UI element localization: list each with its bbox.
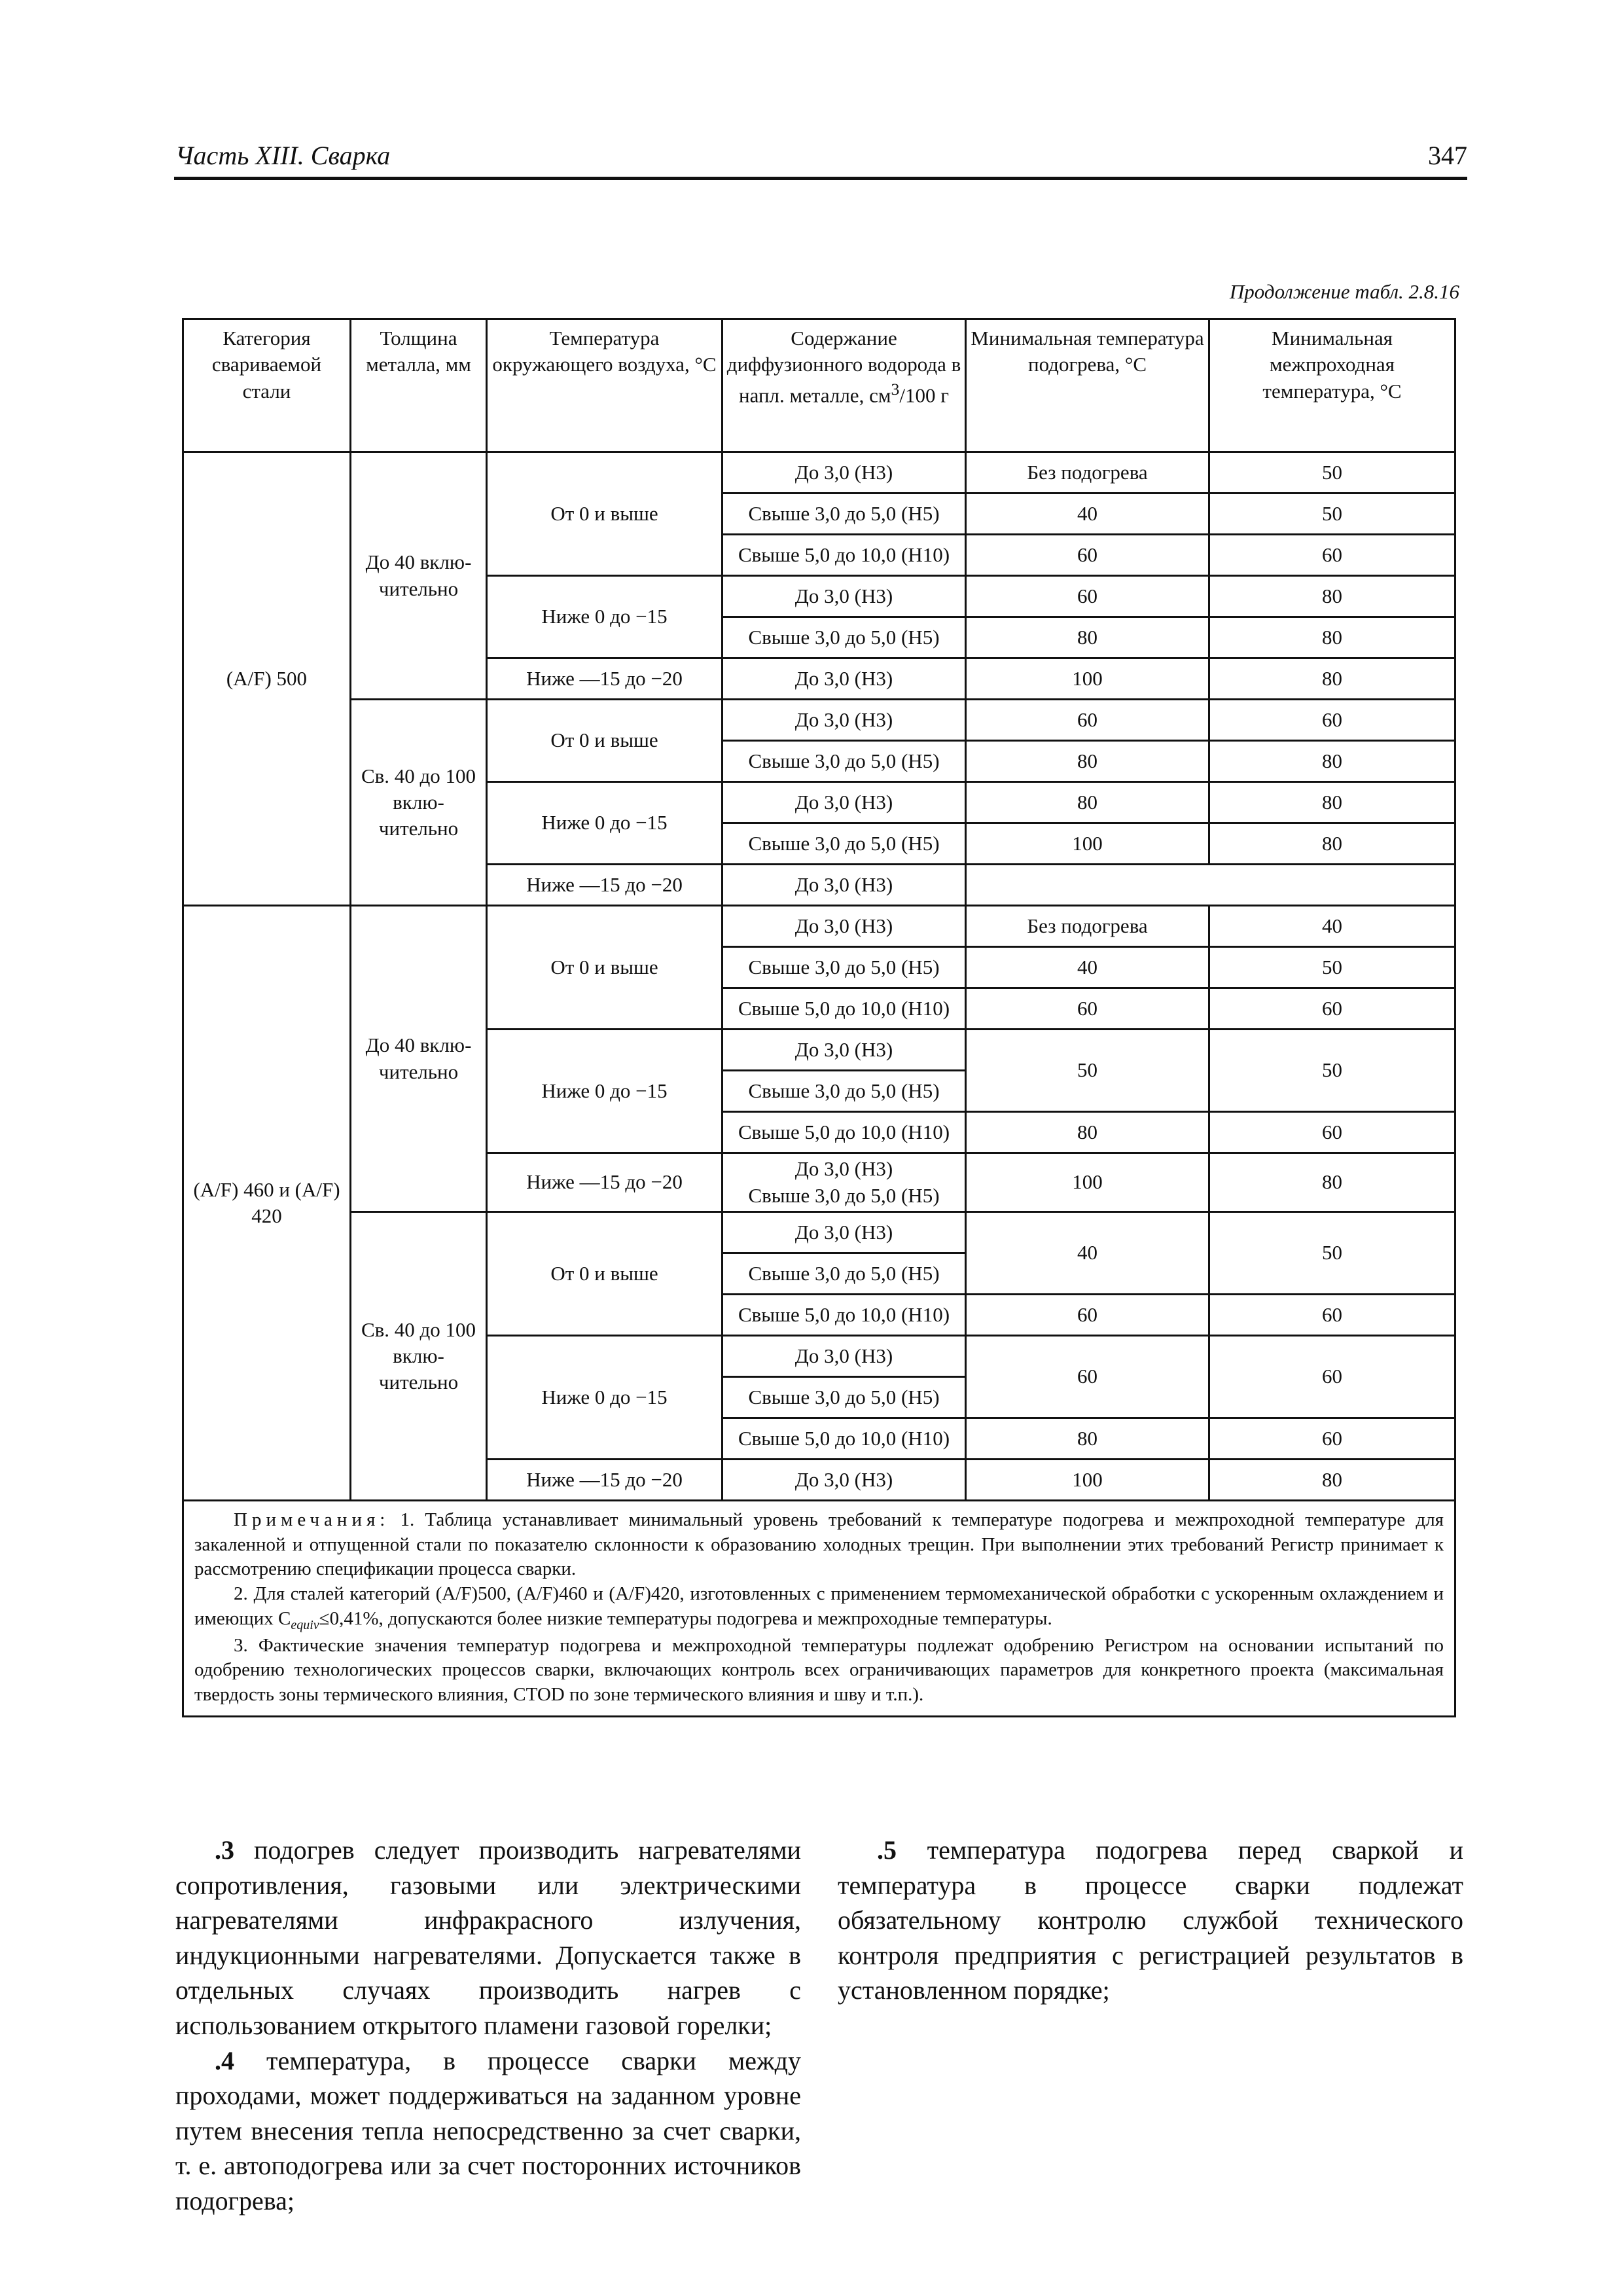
body-column-left [175, 1833, 801, 2219]
hydrogen-line: До 3,0 (Н3) [794, 1157, 893, 1181]
interpass-cell: 80 [1209, 576, 1455, 617]
note-2-text-end: ≤0,41%, допускаются более низкие температуры подогрева и межпроходные температуры. [319, 1607, 1052, 1629]
col-header-min-interpass: Минимальная межпроходная температура, °С [1209, 319, 1455, 452]
ambient-temp-cell: От 0 и выше [487, 452, 722, 576]
preheat-cell: 60 [966, 576, 1209, 617]
hydrogen-cell: До 3,0 (Н3) [722, 782, 966, 823]
empty-cell [966, 865, 1455, 906]
interpass-cell: 50 [1209, 1212, 1455, 1295]
thickness-cell: До 40 вклю-чительно [351, 906, 487, 1212]
paragraph-3 [175, 1833, 801, 2043]
interpass-cell: 80 [1209, 617, 1455, 658]
preheat-cell: 60 [966, 988, 1209, 1030]
hydrogen-cell: До 3,0 (Н3) [722, 700, 966, 741]
header-rule [174, 177, 1467, 180]
note-2 [194, 1582, 1444, 1633]
ambient-temp-cell: Ниже 0 до −15 [487, 576, 722, 658]
preheat-cell: 60 [966, 1336, 1209, 1418]
interpass-cell: 80 [1209, 741, 1455, 782]
ambient-temp-cell: Ниже —15 до −20 [487, 658, 722, 700]
hydrogen-line: Свыше 3,0 до 5,0 (Н5) [748, 1183, 940, 1207]
ambient-temp-cell: Ниже —15 до −20 [487, 1153, 722, 1212]
table-notes [183, 1501, 1455, 1717]
hydrogen-cell: До 3,0 (Н3) [722, 1030, 966, 1071]
thickness-cell: Св. 40 до 100 вклю-чительно [351, 1212, 487, 1501]
page-number: 347 [1428, 141, 1467, 170]
paragraph-4 [175, 2043, 801, 2219]
preheat-cell: 40 [966, 947, 1209, 988]
preheat-cell: 80 [966, 782, 1209, 823]
interpass-cell: 60 [1209, 1295, 1455, 1336]
col-header-hydrogen-text: Содержание диффузионного водорода в напл. металле, см [726, 327, 961, 406]
note-3: 3. Фактические значения температур подогрева и межпроходной температуры подлежат одобрению Регистром на основании испытаний по одобрению технологических процессов сварки, включающих контроль всех ограничивающих параметров для конкретного проекта (максимальная твердость зоны термического влияния, CTOD по зоне термического влияния и шву и т.п.). [194, 1634, 1444, 1705]
paragraph-text: температура подогрева перед сваркой и температура в процессе сварки подлежат обязательному контролю службой технического контроля предприятия с регистрацией результатов в установленном порядке; [838, 1835, 1463, 2005]
interpass-cell: 80 [1209, 1460, 1455, 1501]
interpass-cell: 80 [1209, 658, 1455, 700]
preheat-cell: 100 [966, 1460, 1209, 1501]
hydrogen-cell: До 3,0 (Н3) [722, 1212, 966, 1253]
preheat-cell: 60 [966, 700, 1209, 741]
hydrogen-cell: До 3,0 (Н3) [722, 1460, 966, 1501]
ambient-temp-cell: Ниже 0 до −15 [487, 782, 722, 865]
interpass-cell: 60 [1209, 1336, 1455, 1418]
hydrogen-cell: Свыше 3,0 до 5,0 (Н5) [722, 741, 966, 782]
preheat-cell: Без подогрева [966, 906, 1209, 947]
ambient-temp-cell: Ниже —15 до −20 [487, 865, 722, 906]
preheat-cell: 60 [966, 535, 1209, 576]
preheat-cell: 80 [966, 741, 1209, 782]
hydrogen-cell: До 3,0 (Н3) [722, 1336, 966, 1377]
thickness-cell: До 40 вклю-чительно [351, 452, 487, 700]
hydrogen-cell: Свыше 3,0 до 5,0 (Н5) [722, 1377, 966, 1418]
hydrogen-cell: Свыше 3,0 до 5,0 (Н5) [722, 1253, 966, 1295]
hydrogen-cell: До 3,0 (Н3) [722, 865, 966, 906]
hydrogen-cell: Свыше 5,0 до 10,0 (Н10) [722, 1295, 966, 1336]
hydrogen-cell: Свыше 3,0 до 5,0 (Н5) [722, 493, 966, 535]
interpass-cell: 40 [1209, 906, 1455, 947]
hydrogen-cell: Свыше 5,0 до 10,0 (Н10) [722, 535, 966, 576]
col-header-thickness: Толщина металла, мм [351, 319, 487, 452]
preheat-temperature-table [182, 318, 1456, 1717]
preheat-cell: 40 [966, 493, 1209, 535]
hydrogen-cell: Свыше 5,0 до 10,0 (Н10) [722, 1112, 966, 1153]
hydrogen-cell: До 3,0 (Н3) [722, 576, 966, 617]
paragraph-text: температура, в процессе сварки между проходами, может поддерживаться на заданном уровне путем внесения тепла непосредственно за счет сварки, т. е. автоподогрева или за счет посторонних источников подогрева; [175, 2045, 801, 2215]
col-header-hydrogen-sup: 3 [891, 379, 900, 399]
note-1-text: 1. Таблица устанавливает минимальный уровень требований к температуре подогрева и межпроходной температуре для закаленной и отпущенной стали по показателю склонности к образованию холодных трещин. При выполнении этих требований Регистр принимает к рассмотрению спецификации процесса сварки. [194, 1509, 1444, 1580]
thickness-cell: Св. 40 до 100 вклю-чительно [351, 700, 487, 906]
paragraph-text: подогрев следует производить нагревателями сопротивления, газовыми или электрическими нагревателями инфракрасного излучения, индукционными нагревателями. Допускается также в отдельных случаях производить нагрев с использованием открытого пламени газовой горелки; [175, 1835, 801, 2040]
preheat-cell: Без подогрева [966, 452, 1209, 493]
category-cell: (A/F) 500 [183, 452, 351, 906]
note-2-subscript: equiv [291, 1617, 319, 1632]
col-header-category: Категория свариваемой стали [183, 319, 351, 452]
preheat-cell: 60 [966, 1295, 1209, 1336]
ambient-temp-cell: Ниже —15 до −20 [487, 1460, 722, 1501]
running-header-title: Часть XIII. Сварка [175, 141, 391, 170]
interpass-cell: 60 [1209, 1418, 1455, 1460]
hydrogen-cell: Свыше 3,0 до 5,0 (Н5) [722, 617, 966, 658]
preheat-cell: 100 [966, 658, 1209, 700]
preheat-cell: 80 [966, 1112, 1209, 1153]
paragraph-5 [838, 1833, 1463, 2008]
preheat-cell: 80 [966, 617, 1209, 658]
body-column-right [838, 1833, 1463, 2008]
preheat-cell: 100 [966, 1153, 1209, 1212]
ambient-temp-cell: Ниже 0 до −15 [487, 1336, 722, 1460]
hydrogen-cell: Свыше 5,0 до 10,0 (Н10) [722, 988, 966, 1030]
ambient-temp-cell: От 0 и выше [487, 1212, 722, 1336]
item-number: .5 [877, 1835, 897, 1865]
interpass-cell: 60 [1209, 535, 1455, 576]
col-header-ambient-temp: Температура окружающего воздуха, °С [487, 319, 722, 452]
note-2-text: 2. Для сталей категорий (A/F)500, (A/F)460 и (A/F)420, изготовленных с применением термомеханической обработки с ускоренным охлаждением и имеющих C [194, 1583, 1444, 1629]
ambient-temp-cell: От 0 и выше [487, 700, 722, 782]
col-header-hydrogen [722, 319, 966, 452]
preheat-cell: 100 [966, 823, 1209, 865]
item-number: .3 [215, 1835, 234, 1865]
preheat-cell: 40 [966, 1212, 1209, 1295]
hydrogen-cell: До 3,0 (Н3) [722, 906, 966, 947]
table-continuation-caption: Продолжение табл. 2.8.16 [1229, 280, 1459, 303]
ambient-temp-cell: От 0 и выше [487, 906, 722, 1030]
interpass-cell: 60 [1209, 700, 1455, 741]
note-1 [194, 1508, 1444, 1582]
preheat-cell: 50 [966, 1030, 1209, 1112]
interpass-cell: 50 [1209, 493, 1455, 535]
category-cell: (A/F) 460 и (A/F) 420 [183, 906, 351, 1501]
interpass-cell: 50 [1209, 1030, 1455, 1112]
preheat-cell: 80 [966, 1418, 1209, 1460]
col-header-min-preheat: Минимальная температура подогрева, °С [966, 319, 1209, 452]
item-number: .4 [215, 2045, 234, 2075]
hydrogen-cell [722, 1153, 966, 1212]
hydrogen-cell: Свыше 3,0 до 5,0 (Н5) [722, 947, 966, 988]
interpass-cell: 60 [1209, 1112, 1455, 1153]
interpass-cell: 50 [1209, 452, 1455, 493]
hydrogen-cell: Свыше 5,0 до 10,0 (Н10) [722, 1418, 966, 1460]
hydrogen-cell: До 3,0 (Н3) [722, 658, 966, 700]
notes-heading: Примечания: [234, 1509, 390, 1530]
hydrogen-cell: Свыше 3,0 до 5,0 (Н5) [722, 1071, 966, 1112]
interpass-cell: 50 [1209, 947, 1455, 988]
hydrogen-cell: Свыше 3,0 до 5,0 (Н5) [722, 823, 966, 865]
interpass-cell: 60 [1209, 988, 1455, 1030]
interpass-cell: 80 [1209, 782, 1455, 823]
col-header-hydrogen-unit: /100 г [899, 383, 949, 406]
interpass-cell: 80 [1209, 1153, 1455, 1212]
hydrogen-cell: До 3,0 (Н3) [722, 452, 966, 493]
ambient-temp-cell: Ниже 0 до −15 [487, 1030, 722, 1153]
interpass-cell: 80 [1209, 823, 1455, 865]
